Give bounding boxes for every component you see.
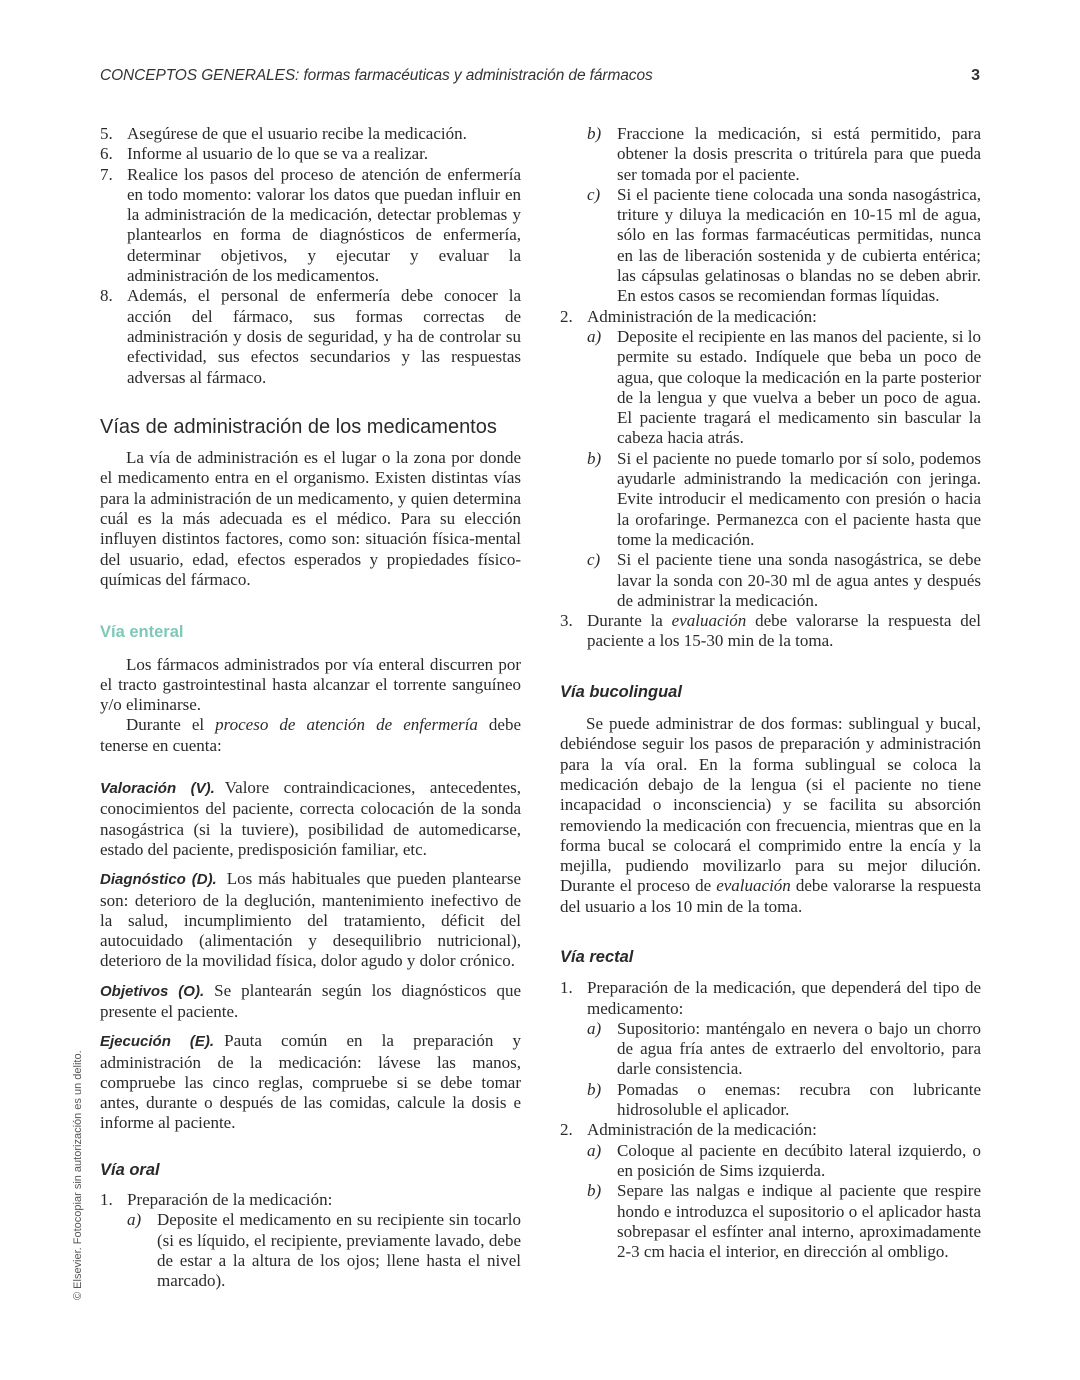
item-number: 6. [100, 144, 113, 164]
item-text: Administración de la medicación: [587, 306, 817, 326]
item-text: Preparación de la medicación, que dependerá del tipo de medicamento: [587, 978, 981, 1018]
list-item: 3. Durante la evaluación debe valorarse la respuesta del paciente a los 15-30 min de la toma. [560, 611, 981, 651]
sub-list [587, 1019, 981, 1120]
item-number: 1. [560, 978, 573, 998]
emphasis: evaluación [716, 876, 791, 896]
enteral-paragraph-2: Durante el proceso de atención de enfermería debe tenerse en cuenta: [100, 715, 521, 755]
item-text: Realice los pasos del proceso de atención de enfermería en todo momento: valorar los datos que puedan influir en la administración de la medicación, detectar problemas y plantearlos en forma de diagnósticos de enfermería, determinar objetivos, y ejecutar y evaluar la administración de los medicamentos. [127, 164, 521, 286]
bucolingual-paragraph: Se puede administrar de dos formas: sublingual y bucal, debiéndose seguir los pasos de preparación y administración para la vía oral. En la forma sublingual se coloca la medicación debajo de la lengua (si el paciente no tiene incapacidad o inconsciencia) y se facilita su absorción removiendo la medicación con frecuencia, mientras que en la forma bucal se colocará el comprimido entre la encía y la mejilla, pudiendo movilizarlo para su mejor dilución. Durante el proceso de evaluación debe valorarse la respuesta del usuario a los 10 min de la toma. [560, 714, 981, 916]
list-item [560, 307, 981, 611]
item-text: Además, el personal de enfermería debe conocer la acción del fármaco, sus formas correctas de administración y dosis de seguridad, y ha de controlar su efectividad, sus efectos secundarios y las respuestas adversas al fármaco. [127, 286, 521, 387]
item-letter: b) [587, 1181, 602, 1201]
valoracion-paragraph: Valoración (V). Valore contraindicaciones, antecedentes, conocimientos del paciente, correcta colocación de la sonda nasogástrica (si la tuviere), posibilidad de automedicarse, estado del paciente, predisposición familiar, etc. [100, 778, 521, 859]
enteral-heading: Vía enteral [100, 623, 184, 642]
item-letter: b) [587, 448, 602, 468]
item-text: Si el paciente no puede tomarlo por sí solo, podemos ayudarle administrando la medicación con jeringa. Evite introducir el medicamento con presión o hacia la orofaringe. Permanezca con el paciente hasta que tome la medicación. [617, 448, 981, 549]
item-letter: a) [587, 1140, 602, 1160]
sub-list-item [587, 1181, 981, 1262]
item-letter: a) [587, 326, 602, 346]
rectal-steps [560, 978, 981, 1262]
sub-list-item [587, 185, 981, 307]
list-item [560, 124, 981, 307]
section-title: Vías de administración de los medicamentos [100, 415, 497, 438]
item-number: 7. [100, 164, 113, 184]
list-item [100, 165, 521, 287]
list-item [560, 1120, 981, 1262]
item-text: Deposite el medicamento en su recipiente sin tocarlo (si es líquido, el recipiente, previamente lavado, debe de estar a la altura de los ojos; llene hasta el nivel marcado). [157, 1210, 521, 1291]
list-item [100, 144, 521, 164]
page-header [100, 67, 980, 91]
diagnostico-paragraph: Diagnóstico (D). Los más habituales que pueden plantearse son: deterioro de la deglución, mantenimiento inefectivo de la salud, incumplimiento del tratamiento, déficit del autocuidado (alimentación y desequilibrio nutricional), deterioro de la movilidad física, dolor agudo y dolor crónico. [100, 869, 521, 971]
item-letter: c) [587, 550, 601, 570]
copyright-notice: © Elsevier. Fotocopiar sin autorización es un delito. [72, 1050, 84, 1300]
emphasis: evaluación [671, 611, 747, 631]
item-text: Si el paciente tiene una sonda nasogástrica, se debe lavar la sonda con 20-30 ml de agua antes y después de administrar la medicación. [617, 550, 981, 610]
item-letter: a) [127, 1210, 142, 1230]
item-text: Pomadas o enemas: recubra con lubricante hidrosoluble el aplicador. [617, 1079, 981, 1120]
item-number: 1. [100, 1190, 113, 1210]
sub-list-item [587, 327, 981, 449]
sub-list [587, 1141, 981, 1263]
item-text: Preparación de la medicación: [127, 1190, 333, 1210]
item-number: 8. [100, 286, 113, 306]
sub-list [587, 327, 981, 611]
list-item [560, 978, 981, 1120]
item-text: Deposite el recipiente en las manos del paciente, si lo permite su estado. Indíquele que beba un poco de agua, que coloque la medicación en la parte posterior de la lengua y que vuelva a beber un poco de agua. El paciente tragará el medicamento sin bascular la cabeza hacia atrás. [617, 326, 981, 448]
item-letter: b) [587, 1079, 602, 1099]
run-in-heading: Objetivos (O). [100, 982, 205, 1000]
oral-heading: Vía oral [100, 1160, 160, 1179]
sub-list-item [127, 1210, 521, 1291]
sub-list-item [587, 1141, 981, 1182]
bucolingual-heading: Vía bucolingual [560, 682, 682, 701]
item-text: Informe al usuario de lo que se va a realizar. [127, 144, 429, 164]
running-title: CONCEPTOS GENERALES: formas farmacéuticas y administración de fármacos [100, 67, 653, 84]
run-in-heading: Diagnóstico (D). [100, 871, 217, 889]
item-number: 5. [100, 124, 113, 143]
item-text: Separe las nalgas e indique al paciente que respire hondo e introduzca el supositorio o el aplicador hasta sobrepasar el esfínter anal interno, aproximadamente 2-3 cm hacia el interior, en dirección al ombligo. [617, 1181, 981, 1262]
list-item [100, 1190, 521, 1291]
sub-list-item [587, 1080, 981, 1121]
oral-steps [100, 1190, 521, 1291]
ejecucion-paragraph: Ejecución (E). Pauta común en la preparación y administración de la medicación: lávese las manos, compruebe las cinco reglas, compruebe si se debe tomar antes, durante o después de las comidas, calcule la dosis e informe al paciente. [100, 1031, 522, 1133]
left-column [100, 124, 521, 1292]
sub-list [127, 1210, 521, 1291]
right-column [560, 124, 981, 1262]
item-letter: b) [587, 124, 602, 143]
item-text: Asegúrese de que el usuario recibe la medicación. [127, 124, 467, 143]
sub-list-item [587, 1019, 981, 1080]
item-text: Administración de la medicación: [587, 1120, 817, 1140]
item-text: Coloque al paciente en decúbito lateral izquierdo, o en posición de Sims izquierda. [617, 1140, 981, 1180]
sub-list-item [587, 449, 981, 550]
item-number: 3. [560, 611, 573, 631]
run-in-heading: Valoración (V). [100, 780, 215, 798]
item-text: Supositorio: manténgalo en nevera o bajo un chorro de agua fría antes de extraerlo del envoltorio, para darle consistencia. [617, 1018, 981, 1079]
intro-list [100, 124, 521, 388]
sub-list-item [587, 124, 981, 185]
section-paragraph: La vía de administración es el lugar o la zona por donde el medicamento entra en el organismo. Existen distintas vías para la administración de un medicamento, y quien determina cuál es la más adecuada es el médico. Para su elección influyen distintos factores, como son: situación física-mental del usuario, edad, efectos esperados y propiedades físico-químicas del fármaco. [100, 448, 521, 589]
rectal-heading: Vía rectal [560, 947, 634, 966]
item-number: 2. [560, 306, 573, 326]
page-number: 3 [971, 67, 980, 84]
sub-list [587, 124, 981, 307]
sub-list-item [587, 550, 981, 611]
item-number: 2. [560, 1120, 573, 1140]
item-letter: a) [587, 1018, 602, 1038]
list-item [100, 124, 521, 144]
emphasis: proceso de atención de enfermería [215, 715, 478, 735]
run-in-heading: Ejecución (E). [100, 1033, 215, 1051]
list-item [100, 286, 521, 387]
item-letter: c) [587, 184, 601, 204]
oral-steps-continued [560, 124, 981, 652]
item-text: Si el paciente tiene colocada una sonda nasogástrica, triture y diluya la medicación en 10-15 ml de agua, sólo en las formas farmacéuticas permitidas, nunca en las de liberación sostenida y de cubierta entérica; las cápsulas gelatinosas o blandas no se deben abrir. En estos casos se recomiendan formas líquidas. [617, 184, 981, 306]
objetivos-paragraph: Objetivos (O). Se plantearán según los diagnósticos que presente el paciente. [100, 980, 522, 1021]
enteral-paragraph: Los fármacos administrados por vía enteral discurren por el tracto gastrointestinal hasta alcanzar el torrente sanguíneo y/o eliminarse. [100, 654, 521, 715]
item-text: Fraccione la medicación, si está permitido, para obtener la dosis prescrita o tritúrela para que pueda ser tomada por el paciente. [617, 124, 981, 184]
